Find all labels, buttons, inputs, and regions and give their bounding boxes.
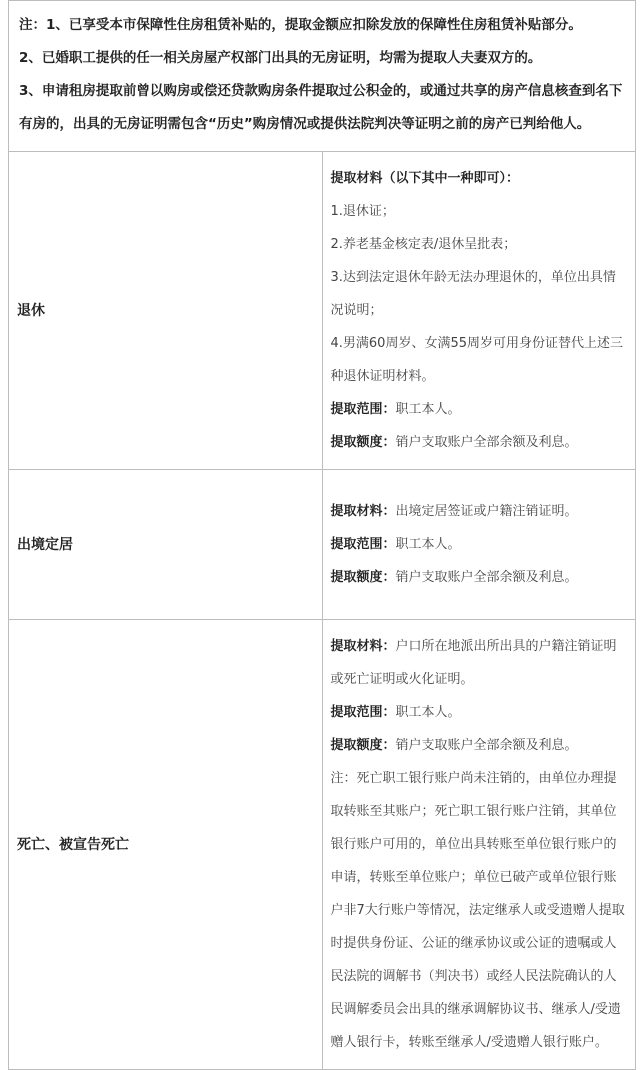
amount-label: 提取额度： bbox=[330, 570, 396, 585]
amount-value: 销户支取账户全部余额及利息。 bbox=[395, 738, 578, 753]
row-label-emigration: 出境定居 bbox=[9, 470, 323, 620]
scope-line bbox=[331, 696, 628, 729]
scope-value: 职工本人。 bbox=[395, 402, 461, 417]
amount-label: 提取额度： bbox=[330, 738, 396, 753]
row-retirement bbox=[9, 152, 636, 470]
amount-line bbox=[331, 729, 628, 762]
scope-label: 提取范围： bbox=[330, 705, 396, 720]
withdrawal-conditions-table bbox=[8, 0, 636, 1070]
row-emigration bbox=[9, 470, 636, 620]
row-label-death: 死亡、被宣告死亡 bbox=[9, 620, 323, 1070]
scope-value: 职工本人。 bbox=[395, 537, 461, 552]
amount-value: 销户支取账户全部余额及利息。 bbox=[395, 570, 578, 585]
material-item-2: 2.养老基金核定表/退休呈批表； bbox=[330, 237, 517, 252]
row-content-retirement bbox=[322, 152, 636, 470]
note-1: 注：1、已享受本市保障性住房租赁补贴的，提取金额应扣除发放的保障性住房租赁补贴部分。 bbox=[19, 17, 582, 33]
amount-line bbox=[331, 561, 628, 594]
material-item-4: 4.男满60周岁、女满55周岁可用身份证替代上述三种退休证明材料。 bbox=[330, 336, 623, 384]
materials-value: 户口所在地派出所出具的户籍注销证明或死亡证明或火化证明。 bbox=[330, 639, 617, 687]
note-3: 3、申请租房提取前曾以购房或偿还贷款购房条件提取过公积金的，或通过共享的房产信息核查到名下有房的，出具的无房证明需包含“历史”购房情况或提供法院判决等证明之前的房产已判给他人。 bbox=[19, 83, 623, 132]
note-label: 注： bbox=[330, 771, 357, 786]
materials-line bbox=[331, 630, 628, 696]
amount-line bbox=[331, 426, 628, 459]
amount-label: 提取额度： bbox=[330, 435, 396, 450]
note-value: 死亡职工银行账户尚未注销的，由单位办理提取转账至其账户；死亡职工银行账户注销，其单位银行账户可用的，单位出具转账至单位银行账户的申请，转账至单位账户；单位已破产或单位银行账户非7大行账户等情况，法定继承人或受遗赠人提取时提供身份证、公证的继承协议或公证的遗嘱或人民法院的调解书（判决书）或经人民法院确认的人民调解委员会出具的继承调解协议书、继承人/受遗赠人银行卡，转账至继承人/受遗赠人银行账户。 bbox=[330, 771, 625, 1050]
materials-label: 提取材料： bbox=[330, 639, 396, 654]
scope-label: 提取范围： bbox=[330, 537, 396, 552]
death-note bbox=[331, 762, 628, 1059]
material-item-1: 1.退休证； bbox=[330, 204, 395, 219]
materials-value: 出境定居签证或户籍注销证明。 bbox=[395, 504, 578, 519]
notes-row bbox=[9, 1, 636, 152]
row-label-retirement: 退休 bbox=[9, 152, 323, 470]
notes-cell bbox=[9, 1, 636, 152]
row-content-emigration bbox=[322, 470, 636, 620]
materials-label: 提取材料： bbox=[330, 504, 396, 519]
scope-label: 提取范围： bbox=[330, 402, 396, 417]
row-death bbox=[9, 620, 636, 1070]
materials-title: 提取材料（以下其中一种即可）： bbox=[330, 171, 520, 186]
note-2: 2、已婚职工提供的任一相关房屋产权部门出具的无房证明，均需为提取人夫妻双方的。 bbox=[19, 50, 542, 66]
materials-line bbox=[331, 495, 628, 528]
scope-value: 职工本人。 bbox=[395, 705, 461, 720]
scope-line bbox=[331, 528, 628, 561]
row-content-death bbox=[322, 620, 636, 1070]
scope-line bbox=[331, 393, 628, 426]
material-item-3: 3.达到法定退休年龄无法办理退休的，单位出具情况说明； bbox=[330, 270, 616, 318]
amount-value: 销户支取账户全部余额及利息。 bbox=[395, 435, 578, 450]
